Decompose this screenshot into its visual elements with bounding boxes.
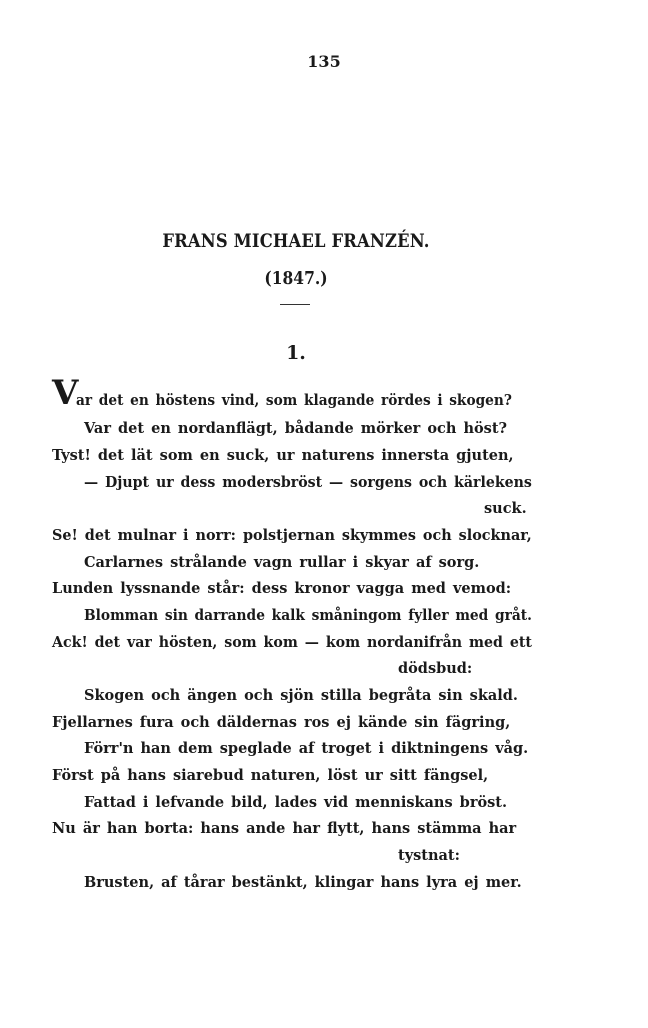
poem-line: Nu är han borta: hans ande har flytt, hans stämma har	[52, 820, 517, 837]
drop-cap: V	[52, 373, 79, 413]
poem-line: Blomman sin darrande kalk småningom fyller med gråt.	[84, 607, 532, 624]
poem-line-continuation: dödsbud:	[398, 660, 473, 677]
poem-line-continuation: suck.	[484, 500, 527, 517]
poem-line: Carlarnes strålande vagn rullar i skyar af sorg.	[84, 554, 480, 571]
poem-line: Var det en nordanflägt, bådande mörker och höst?	[84, 420, 508, 437]
poem-line: Fjellarnes fura och däldernas ros ej kände sin fägring,	[52, 714, 511, 731]
poem-line-continuation: tystnat:	[398, 847, 460, 864]
poem-line: Lunden lyssnande står: dess kronor vagga med vemod:	[52, 580, 512, 597]
section-number: 1.	[286, 342, 306, 364]
poem-line: Ack! det var hösten, som kom — kom nordanifrån med ett	[52, 634, 532, 651]
poem-line: Tyst! det lät som en suck, ur naturens innersta gjuten,	[52, 447, 514, 464]
poem-line: — Djupt ur dess modersbröst — sorgens och kärlekens	[84, 474, 532, 491]
page-number: 135	[307, 52, 341, 71]
poem-line: Skogen och ängen och sjön stilla begråta sin skald.	[84, 687, 518, 704]
poem-year: (1847.)	[264, 268, 328, 289]
poem-line: Förr'n han dem speglade af troget i diktningens våg.	[84, 740, 529, 757]
poem-line: Först på hans siarebud naturen, löst ur sitt fängsel,	[52, 767, 489, 784]
poem-title: FRANS MICHAEL FRANZÉN.	[162, 230, 430, 252]
poem-line: Se! det mulnar i norr: polstjernan skymmes och slocknar,	[52, 527, 532, 544]
poem-line: Fattad i lefvande bild, lades vid menniskans bröst.	[84, 794, 508, 811]
poem-line: Brusten, af tårar bestänkt, klingar hans lyra ej mer.	[84, 874, 522, 891]
poem-line: ar det en höstens vind, som klagande rördes i skogen?	[76, 392, 512, 409]
